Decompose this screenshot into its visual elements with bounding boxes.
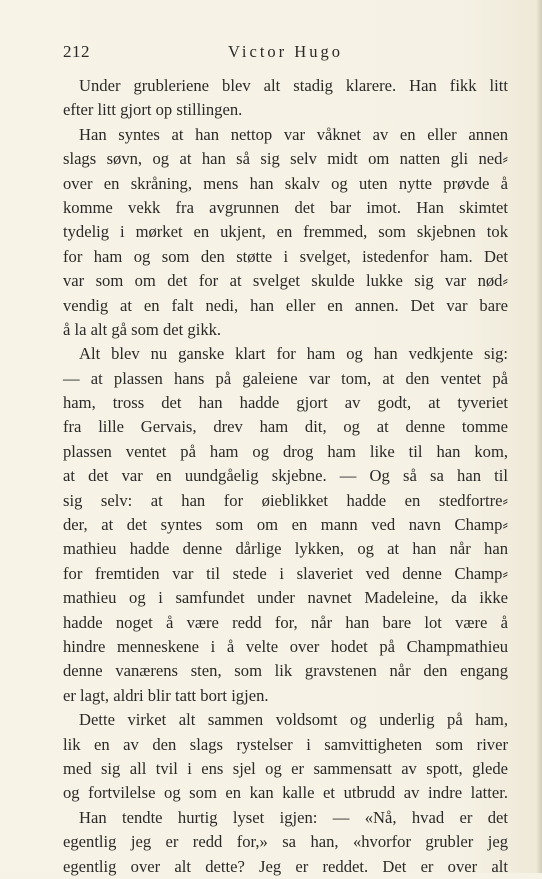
text-line: denne vanærens sten, som lik gravstenen når den engang bbox=[63, 661, 508, 681]
text-line: for fremtiden var til stede i slaveriet ved denne Champ⸗ bbox=[63, 563, 508, 583]
text-line: Han tendte hurtig lyset igjen: — «Nå, hvad er det bbox=[79, 807, 508, 827]
page-header bbox=[63, 42, 503, 66]
text-line: med sig all tvil i ens sjel og er sammensatt av spott, glede bbox=[63, 758, 508, 778]
text-line: komme vekk fra avgrunnen det bar imot. Han skimtet bbox=[63, 197, 508, 217]
text-line: egentlig jeg er redd for,» sa han, «hvorfor grubler jeg bbox=[63, 832, 508, 852]
text-line: hadde noget å være redd for, når han bare lot være å bbox=[63, 612, 508, 632]
text-line: Han syntes at han nettop var våknet av en eller annen bbox=[79, 124, 508, 144]
text-line: efter litt gjort op stillingen. bbox=[63, 100, 243, 120]
text-line: fra lille Gervais, drev ham dit, og at denne tomme bbox=[63, 417, 508, 437]
body-text bbox=[63, 74, 508, 879]
text-line: der, at det syntes som om en mann ved navn Champ⸗ bbox=[63, 515, 508, 535]
text-line: — at plassen hans på galeiene var tom, at den ventet på bbox=[63, 368, 508, 388]
text-line: lik en av den slags rystelser i samvittigheten som river bbox=[63, 734, 508, 754]
text-line: Under grubleriene blev alt stadig klarere. Han fikk litt bbox=[79, 76, 508, 95]
text-line: for ham og som den støtte i svelget, istedenfor ham. Det bbox=[63, 246, 508, 266]
text-line: ham, tross det han hadde gjort av godt, at tyveriet bbox=[63, 393, 508, 413]
text-line: hindre menneskene i å velte over hodet på Champmathieu bbox=[63, 636, 508, 656]
text-line: mathieu hadde denne dårlige lykken, og at han når han bbox=[63, 539, 508, 559]
text-line: sig selv: at han for øieblikket hadde en stedfortre⸗ bbox=[63, 490, 508, 510]
page-number: 212 bbox=[63, 42, 90, 61]
running-head: Victor Hugo bbox=[228, 42, 343, 61]
text-line: slags søvn, og at han så sig selv midt om natten gli ned⸗ bbox=[63, 149, 508, 169]
text-line: Alt blev nu ganske klart for ham og han vedkjente sig: bbox=[79, 344, 508, 364]
text-line: at det var en uundgåelig skjebne. — Og så sa han til bbox=[63, 466, 508, 486]
text-line: tydelig i mørket en ukjent, en fremmed, som skjebnen tok bbox=[63, 222, 508, 242]
text-line: plassen ventet på ham og drog ham like til han kom, bbox=[63, 441, 508, 461]
text-line: og fortvilelse og som en kan kalle et utbrudd av indre latter. bbox=[63, 783, 508, 803]
text-line: Dette virket alt sammen voldsomt og underlig på ham, bbox=[79, 710, 508, 730]
text-line: over en skråning, mens han skalv og uten nytte prøvde å bbox=[63, 173, 508, 193]
text-line: å la alt gå som det gikk. bbox=[63, 319, 222, 339]
text-line: vendig at en falt nedi, han eller en annen. Det var bare bbox=[63, 295, 508, 315]
text-line: er lagt, aldri blir tatt bort igjen. bbox=[63, 685, 269, 705]
text-line: egentlig over alt dette? Jeg er reddet. Det er over alt bbox=[63, 856, 508, 876]
text-line: mathieu og i samfundet under navnet Madeleine, da ikke bbox=[63, 588, 508, 608]
page-edge-shadow bbox=[536, 0, 542, 873]
text-line: var som om det for at svelget skulde lukke sig var nød⸗ bbox=[63, 271, 508, 291]
